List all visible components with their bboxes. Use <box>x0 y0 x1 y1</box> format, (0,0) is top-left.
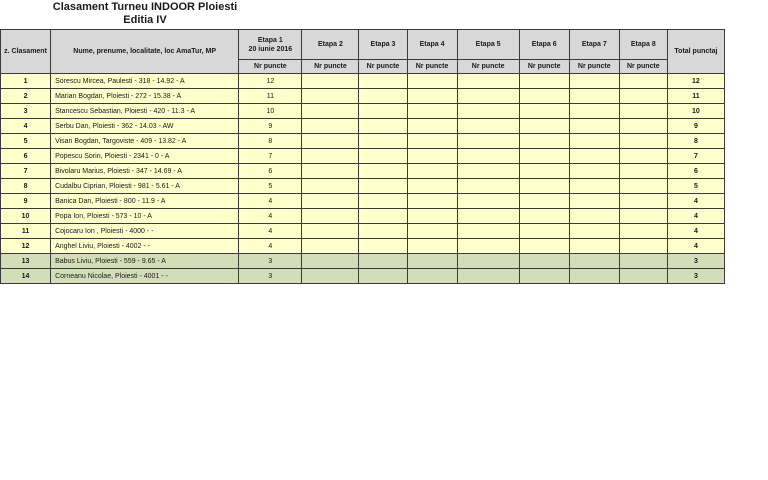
header-name: Nume, prenume, localitate, loc AmaTur, MP <box>51 30 239 74</box>
etapa-6-points-cell <box>519 74 569 89</box>
etapa-7-points-cell <box>569 164 619 179</box>
etapa-7-points-cell <box>569 104 619 119</box>
etapa-5-points-cell <box>457 224 519 239</box>
name-cell: Cojocaru Ion , Ploiesti - 4000 - - <box>51 224 239 239</box>
ranking-table <box>0 29 725 284</box>
etapa-2-points-cell <box>302 254 359 269</box>
rank-cell: 2 <box>1 89 51 104</box>
etapa-8-points-cell <box>619 224 667 239</box>
etapa-2-points-cell <box>302 239 359 254</box>
etapa-2-points-cell <box>302 89 359 104</box>
total-cell: 4 <box>667 194 724 209</box>
etapa-5-points-cell <box>457 269 519 284</box>
table-row <box>1 74 725 89</box>
etapa-3-points-cell <box>359 149 407 164</box>
etapa-7-points-cell <box>569 89 619 104</box>
etapa-5-points-cell <box>457 74 519 89</box>
total-cell: 4 <box>667 209 724 224</box>
table-row <box>1 149 725 164</box>
name-cell: Anghel Liviu, Ploiesti - 4002 - - <box>51 239 239 254</box>
etapa-5-points-cell <box>457 179 519 194</box>
rank-cell: 10 <box>1 209 51 224</box>
header-etapa-1 <box>239 30 302 60</box>
etapa-7-points-cell <box>569 224 619 239</box>
etapa-3-points-cell <box>359 254 407 269</box>
etapa-2-points-cell <box>302 119 359 134</box>
etapa-4-points-cell <box>407 74 457 89</box>
etapa-1-points-cell: 4 <box>239 209 302 224</box>
header-etapa-5: Etapa 5 <box>457 30 519 60</box>
etapa-4-points-cell <box>407 224 457 239</box>
rank-cell: 1 <box>1 74 51 89</box>
etapa-8-points-cell <box>619 119 667 134</box>
etapa-1-points-cell: 11 <box>239 89 302 104</box>
header-rank: z. Clasament <box>1 30 51 74</box>
header-etapa-8: Etapa 8 <box>619 30 667 60</box>
total-cell: 12 <box>667 74 724 89</box>
total-cell: 8 <box>667 134 724 149</box>
table-row <box>1 224 725 239</box>
etapa-7-points-cell <box>569 254 619 269</box>
total-cell: 4 <box>667 224 724 239</box>
subheader-nr-puncte: Nr puncte <box>302 60 359 74</box>
name-cell: Popa Ion, Ploiesti - 573 - 10 - A <box>51 209 239 224</box>
rank-cell: 5 <box>1 134 51 149</box>
total-cell: 6 <box>667 164 724 179</box>
total-cell: 4 <box>667 239 724 254</box>
rank-cell: 7 <box>1 164 51 179</box>
etapa-1-points-cell: 9 <box>239 119 302 134</box>
etapa-3-points-cell <box>359 209 407 224</box>
etapa-8-points-cell <box>619 134 667 149</box>
etapa-7-points-cell <box>569 209 619 224</box>
table-row <box>1 134 725 149</box>
etapa-5-points-cell <box>457 134 519 149</box>
rank-cell: 14 <box>1 269 51 284</box>
etapa-8-points-cell <box>619 209 667 224</box>
etapa-7-points-cell <box>569 179 619 194</box>
etapa-6-points-cell <box>519 239 569 254</box>
total-cell: 10 <box>667 104 724 119</box>
subheader-nr-puncte: Nr puncte <box>239 60 302 74</box>
etapa-5-points-cell <box>457 119 519 134</box>
header-etapa-3: Etapa 3 <box>359 30 407 60</box>
etapa-1-points-cell: 4 <box>239 194 302 209</box>
etapa-6-points-cell <box>519 269 569 284</box>
etapa-5-points-cell <box>457 254 519 269</box>
etapa-4-points-cell <box>407 209 457 224</box>
etapa-8-points-cell <box>619 164 667 179</box>
etapa-4-points-cell <box>407 239 457 254</box>
etapa-6-points-cell <box>519 179 569 194</box>
etapa-4-points-cell <box>407 119 457 134</box>
etapa-6-points-cell <box>519 254 569 269</box>
etapa-4-points-cell <box>407 164 457 179</box>
etapa-5-points-cell <box>457 239 519 254</box>
etapa-6-points-cell <box>519 164 569 179</box>
etapa-2-points-cell <box>302 134 359 149</box>
name-cell: Serbu Dan, Ploiesti - 362 - 14.03 - AW <box>51 119 239 134</box>
rank-cell: 4 <box>1 119 51 134</box>
etapa-3-points-cell <box>359 224 407 239</box>
etapa-3-points-cell <box>359 104 407 119</box>
etapa-1-points-cell: 5 <box>239 179 302 194</box>
header-total: Total punctaj <box>667 30 724 74</box>
subheader-nr-puncte: Nr puncte <box>569 60 619 74</box>
etapa-5-points-cell <box>457 209 519 224</box>
subheader-nr-puncte: Nr puncte <box>619 60 667 74</box>
name-cell: Bivolaru Marius, Ploiesti - 347 - 14.69 - A <box>51 164 239 179</box>
etapa-2-points-cell <box>302 74 359 89</box>
etapa-1-points-cell: 3 <box>239 269 302 284</box>
etapa-1-label: Etapa 1 <box>257 36 283 44</box>
rank-cell: 3 <box>1 104 51 119</box>
etapa-4-points-cell <box>407 104 457 119</box>
etapa-3-points-cell <box>359 89 407 104</box>
etapa-6-points-cell <box>519 134 569 149</box>
name-cell: Popescu Sorin, Ploiesti - 2341 - 0 - A <box>51 149 239 164</box>
table-row <box>1 239 725 254</box>
sheet-subtitle: Editia IV <box>123 14 167 26</box>
etapa-2-points-cell <box>302 104 359 119</box>
etapa-8-points-cell <box>619 194 667 209</box>
table-row <box>1 119 725 134</box>
etapa-2-points-cell <box>302 209 359 224</box>
etapa-3-points-cell <box>359 239 407 254</box>
etapa-1-points-cell: 10 <box>239 104 302 119</box>
etapa-5-points-cell <box>457 89 519 104</box>
name-cell: Stancescu Sebastian, Ploiesti - 420 - 11.3 - A <box>51 104 239 119</box>
etapa-7-points-cell <box>569 269 619 284</box>
etapa-3-points-cell <box>359 194 407 209</box>
etapa-3-points-cell <box>359 179 407 194</box>
etapa-7-points-cell <box>569 239 619 254</box>
table-row <box>1 269 725 284</box>
name-cell: Marian Bogdan, Ploiesti - 272 - 15.38 - A <box>51 89 239 104</box>
table-row <box>1 89 725 104</box>
etapa-8-points-cell <box>619 89 667 104</box>
etapa-1-points-cell: 3 <box>239 254 302 269</box>
total-cell: 3 <box>667 269 724 284</box>
etapa-3-points-cell <box>359 119 407 134</box>
etapa-3-points-cell <box>359 269 407 284</box>
etapa-2-points-cell <box>302 224 359 239</box>
etapa-2-points-cell <box>302 269 359 284</box>
etapa-6-points-cell <box>519 89 569 104</box>
etapa-2-points-cell <box>302 179 359 194</box>
etapa-8-points-cell <box>619 254 667 269</box>
rank-cell: 12 <box>1 239 51 254</box>
etapa-4-points-cell <box>407 89 457 104</box>
name-cell: Corneanu Nicolae, Ploiesti - 4001 - - <box>51 269 239 284</box>
subheader-nr-puncte: Nr puncte <box>519 60 569 74</box>
etapa-4-points-cell <box>407 179 457 194</box>
table-row <box>1 164 725 179</box>
header-etapa-4: Etapa 4 <box>407 30 457 60</box>
etapa-6-points-cell <box>519 149 569 164</box>
etapa-6-points-cell <box>519 104 569 119</box>
etapa-1-points-cell: 4 <box>239 239 302 254</box>
total-cell: 7 <box>667 149 724 164</box>
etapa-8-points-cell <box>619 239 667 254</box>
etapa-4-points-cell <box>407 134 457 149</box>
etapa-7-points-cell <box>569 149 619 164</box>
etapa-1-points-cell: 12 <box>239 74 302 89</box>
etapa-7-points-cell <box>569 74 619 89</box>
table-row <box>1 209 725 224</box>
subheader-nr-puncte: Nr puncte <box>407 60 457 74</box>
name-cell: Babus Liviu, Ploiesti - 559 - 9.65 - A <box>51 254 239 269</box>
etapa-2-points-cell <box>302 194 359 209</box>
total-cell: 5 <box>667 179 724 194</box>
etapa-2-points-cell <box>302 149 359 164</box>
etapa-8-points-cell <box>619 179 667 194</box>
name-cell: Visan Bogdan, Targoviste - 409 - 13.82 - A <box>51 134 239 149</box>
subheader-nr-puncte: Nr puncte <box>457 60 519 74</box>
etapa-4-points-cell <box>407 269 457 284</box>
total-cell: 11 <box>667 89 724 104</box>
etapa-4-points-cell <box>407 254 457 269</box>
etapa-8-points-cell <box>619 74 667 89</box>
rank-cell: 11 <box>1 224 51 239</box>
etapa-8-points-cell <box>619 269 667 284</box>
etapa-7-points-cell <box>569 119 619 134</box>
etapa-4-points-cell <box>407 149 457 164</box>
header-etapa-6: Etapa 6 <box>519 30 569 60</box>
etapa-7-points-cell <box>569 134 619 149</box>
sheet-title: Clasament Turneu INDOOR Ploiesti <box>52 1 238 13</box>
etapa-8-points-cell <box>619 104 667 119</box>
rank-cell: 9 <box>1 194 51 209</box>
name-cell: Sorescu Mircea, Paulesti - 318 - 14.92 - A <box>51 74 239 89</box>
table-row <box>1 179 725 194</box>
etapa-4-points-cell <box>407 194 457 209</box>
etapa-5-points-cell <box>457 149 519 164</box>
table-row <box>1 254 725 269</box>
rank-cell: 13 <box>1 254 51 269</box>
etapa-1-points-cell: 7 <box>239 149 302 164</box>
subheader-nr-puncte: Nr puncte <box>359 60 407 74</box>
etapa-8-points-cell <box>619 149 667 164</box>
etapa-2-points-cell <box>302 164 359 179</box>
etapa-6-points-cell <box>519 209 569 224</box>
etapa-3-points-cell <box>359 74 407 89</box>
ranking-body <box>1 74 725 284</box>
total-cell: 3 <box>667 254 724 269</box>
etapa-6-points-cell <box>519 224 569 239</box>
table-row <box>1 194 725 209</box>
etapa-1-points-cell: 4 <box>239 224 302 239</box>
name-cell: Banica Dan, Ploiesti - 800 - 11.9 - A <box>51 194 239 209</box>
etapa-1-points-cell: 8 <box>239 134 302 149</box>
etapa-1-date: 20 iunie 2016 <box>248 45 293 53</box>
header-etapa-2: Etapa 2 <box>302 30 359 60</box>
etapa-7-points-cell <box>569 194 619 209</box>
table-row <box>1 104 725 119</box>
etapa-5-points-cell <box>457 194 519 209</box>
etapa-1-points-cell: 6 <box>239 164 302 179</box>
rank-cell: 6 <box>1 149 51 164</box>
header-etapa-7: Etapa 7 <box>569 30 619 60</box>
etapa-3-points-cell <box>359 134 407 149</box>
etapa-6-points-cell <box>519 194 569 209</box>
name-cell: Cudalbu Ciprian, Ploiesti - 981 - 5.61 - A <box>51 179 239 194</box>
etapa-5-points-cell <box>457 104 519 119</box>
etapa-6-points-cell <box>519 119 569 134</box>
etapa-3-points-cell <box>359 164 407 179</box>
rank-cell: 8 <box>1 179 51 194</box>
total-cell: 9 <box>667 119 724 134</box>
etapa-5-points-cell <box>457 164 519 179</box>
